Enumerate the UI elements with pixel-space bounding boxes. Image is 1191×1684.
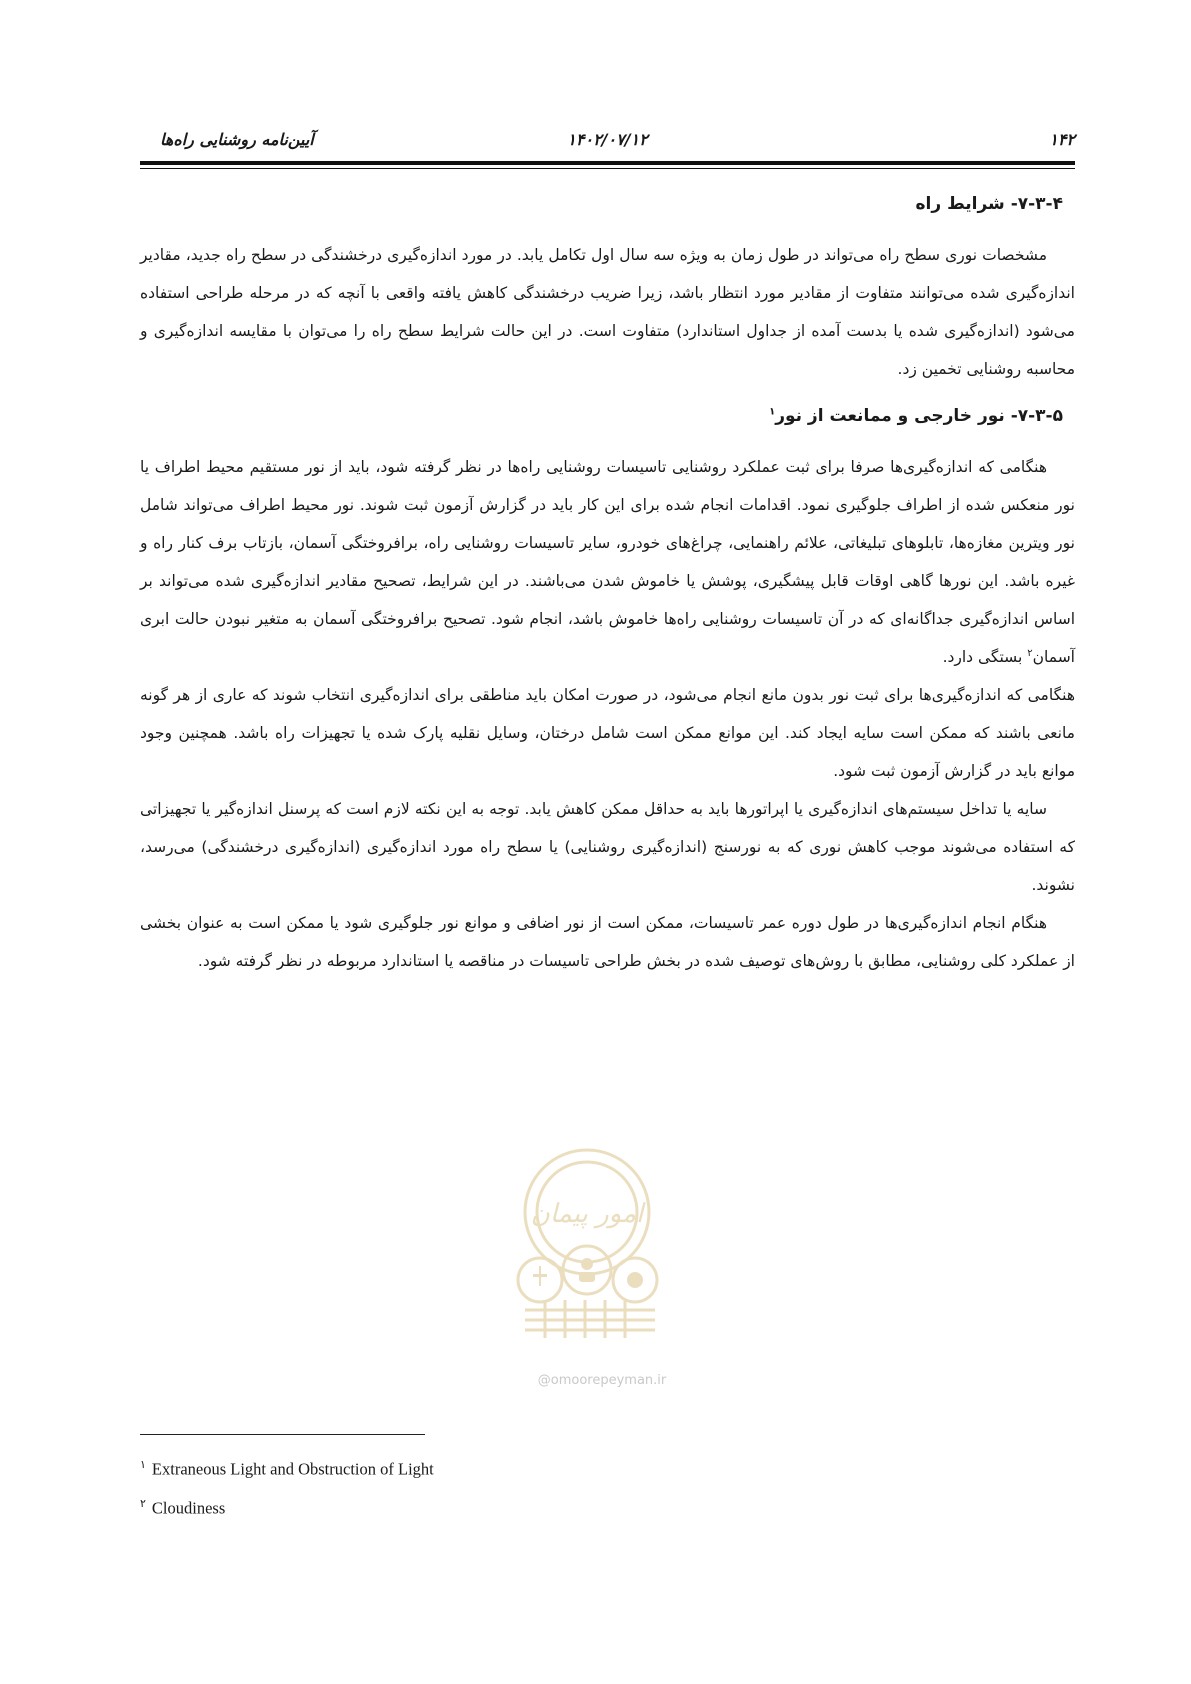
header-rule-thin [140,168,1075,169]
section-heading-road-conditions [140,186,1075,222]
page-number: ۱۴۲ [1049,130,1075,149]
footnote-separator [140,1434,425,1435]
watermark-site: @omoorepeyman.ir [537,1373,667,1388]
footnote-mark: ۲ [140,1497,146,1510]
footnote-text: Cloudiness [151,1498,226,1517]
footnote-item [140,1448,740,1487]
paragraph-text: هنگامی که اندازه‌گیری‌ها برای ثبت نور بدون مانع انجام می‌شود، در صورت امکان باید مناطقی برای اندازه‌گیری انتخاب شوند که عاری از هر گونه مانعی باشند که ممکن است سایه ایجاد کند. این موانع ممکن است شامل درختان، وسایل نقلیه پارک شده یا تجهیزات راه باشد. همچنین وجود موانع باید در گزارش آزمون ثبت شود. [140,686,1075,780]
paragraph [140,236,1075,388]
section-heading-text: ۷-۳-۴- شرایط راه [915,194,1063,214]
page-body [140,186,1075,980]
paragraph [140,676,1075,790]
header-date: ۱۴۰۲/۰۷/۱۲ [567,130,648,149]
paragraph-text: هنگامی که اندازه‌گیری‌ها صرفا برای ثبت عملکرد روشنایی تاسیسات روشنایی راه‌ها در نظر گرفته شود، باید از نور مستقیم محیط اطراف یا نور منعکس شده از اطراف جلوگیری نمود. اقدامات انجام شده برای این کار باید در گزارش آزمون ثبت شوند. نور محیط اطراف می‌تواند شامل نور ویترین مغازه‌ها، تابلوهای تبلیغاتی، علائم راهنمایی، چراغ‌های خودرو، سایر تاسیسات روشنایی راه، برافروختگی آسمان، بازتاب برف کنار راه و غیره باشد. این نورها گاهی اوقات قابل پیشگیری، پوشش یا خاموش شدن می‌باشند. در این شرایط، تصحیح مقادیر اندازه‌گیری شده می‌تواند بر اساس اندازه‌گیری جداگانه‌ای که در آن تاسیسات روشنایی راه‌ها خاموش باشد، انجام شود. تصحیح برافروختگی آسمان به متغیر نبودن حالت ابری آسمان [140,458,1075,666]
running-header [140,130,1075,156]
paragraph-text: مشخصات نوری سطح راه می‌تواند در طول زمان به ویژه سه سال اول تکامل یابد. در مورد اندازه‌گیری درخشندگی در سطح راه جدید، مقادیر اندازه‌گیری شده می‌توانند متفاوت از مقادیر مورد انتظار باشد، زیرا ضریب درخشندگی کاهش یافته واقعی با آنچه که در مرحله طراحی استفاده می‌شود (اندازه‌گیری شده یا بدست آمده از جداول استاندارد) متفاوت است. در این حالت شرایط سطح راه را می‌توان با مقایسه اندازه‌گیری و محاسبه روشنایی تخمین زد. [140,246,1075,378]
paragraph-text: هنگام انجام اندازه‌گیری‌ها در طول دوره عمر تاسیسات، ممکن است از نور اضافی و موانع نور جلوگیری شود یا ممکن است به عنوان بخشی از عملکرد کلی روشنایی، مطابق با روش‌های توصیف شده در بخش طراحی تاسیسات در مناقصه یا استاندارد مربوطه در نظر گرفته شود. [140,914,1075,970]
footnote-reference[interactable]: ۲ [1027,647,1033,659]
footnote-mark: ۱ [140,1459,146,1471]
header-rule [140,161,1075,165]
paragraph-text: سایه یا تداخل سیستم‌های اندازه‌گیری یا اپراتورها باید به حداقل ممکن کاهش یابد. توجه به این نکته لازم است که پرسنل اندازه‌گیر یا تجهیزاتی که استفاده می‌شوند موجب کاهش نوری که به نورسنج (اندازه‌گیری روشنایی) یا سطح راه مورد اندازه‌گیری (اندازه‌گیری درخشندگی) می‌رسد، نشوند. [140,800,1075,894]
paragraph [140,904,1075,980]
section-heading-text: ۷-۳-۵- نور خارجی و ممانعت از نور [775,406,1063,426]
footnote-item [140,1487,740,1526]
svg-text:امور پیمان: امور پیمان [530,1199,644,1229]
paragraph [140,448,1075,676]
footnote-reference[interactable]: ۱ [769,406,776,418]
paragraph-text-continued: بستگی دارد. [942,648,1028,666]
header-title: آیین‌نامه روشنایی راه‌ها [160,130,314,149]
footnotes [140,1448,740,1525]
section-heading-extraneous-light [140,398,1075,434]
footnote-text: Extraneous Light and Obstruction of Light [151,1459,434,1479]
paragraph [140,790,1075,904]
watermark-logo [495,1140,680,1340]
